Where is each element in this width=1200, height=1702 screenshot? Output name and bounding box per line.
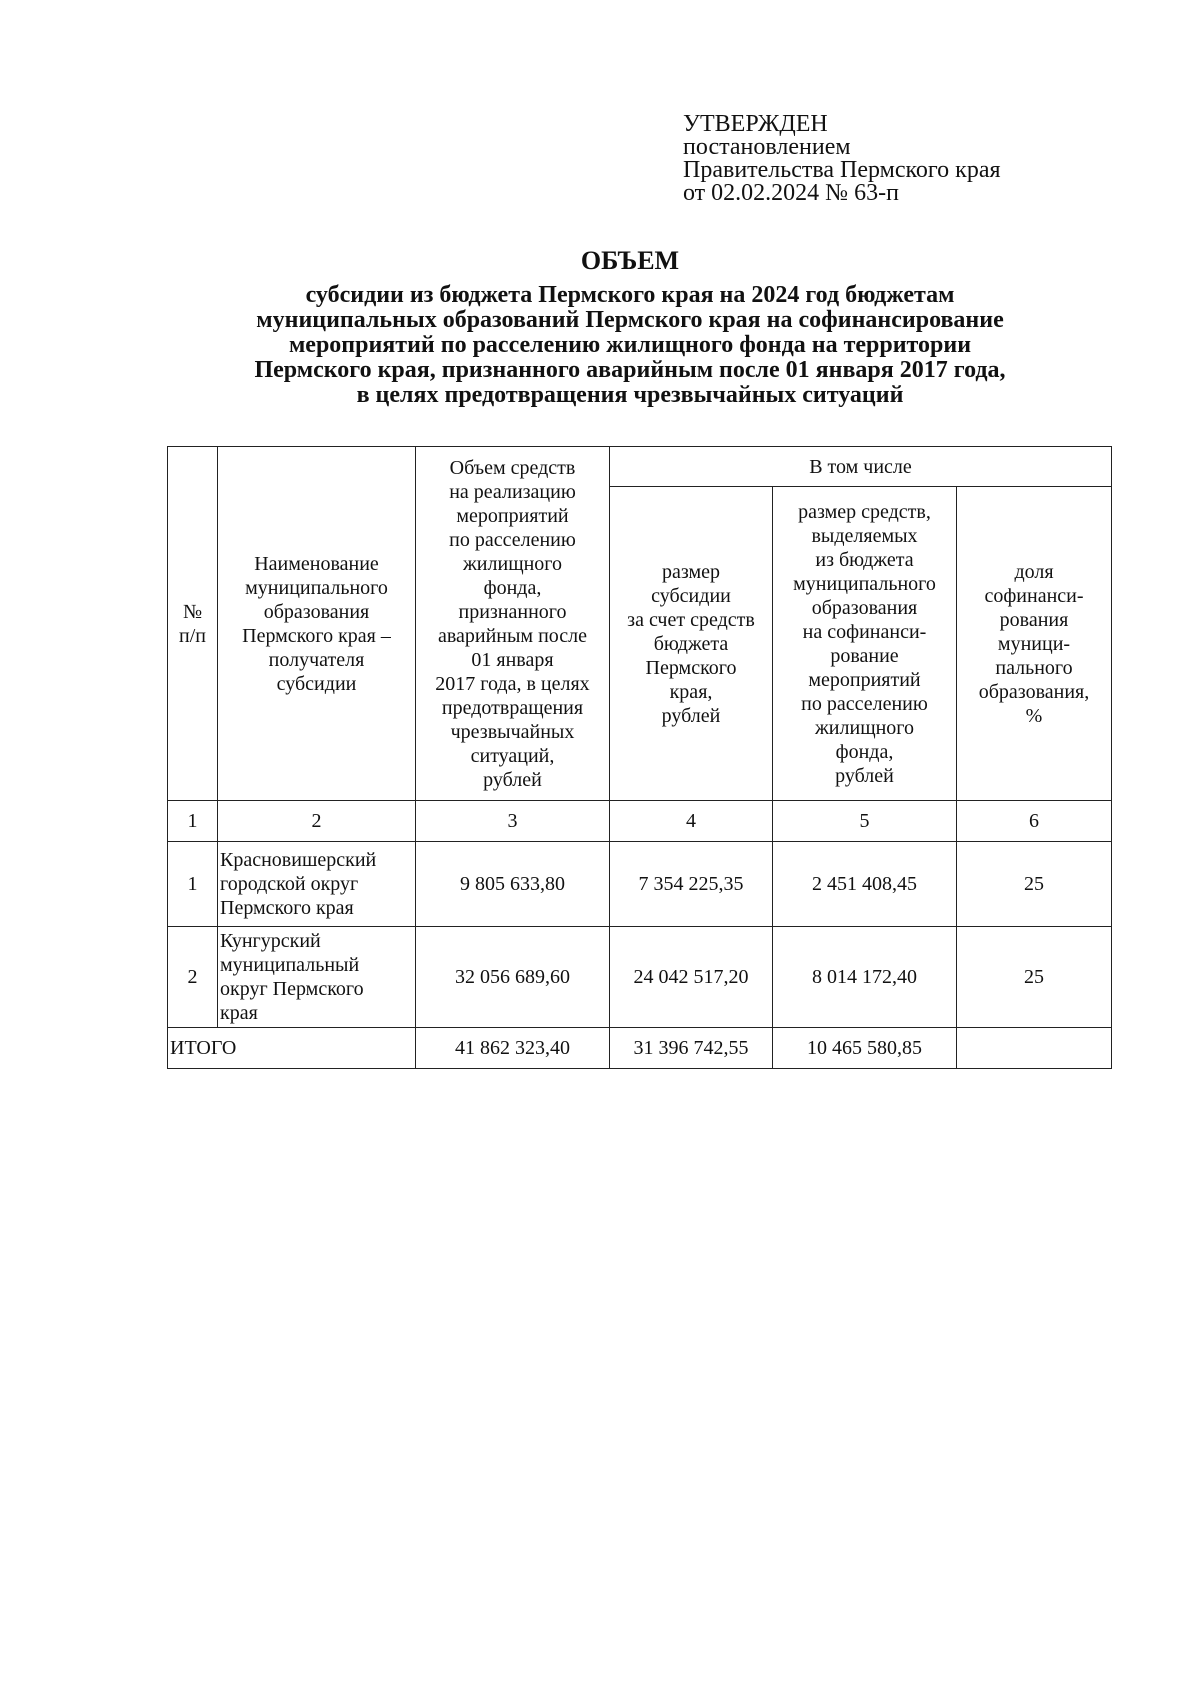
- row-municipality: Красновишерский городской округ Пермского края: [218, 842, 416, 927]
- header-num: № п/п: [168, 447, 218, 801]
- header-municipal: размер средств, выделяемых из бюджета муниципального образования на софинанси- рование мероприятий по расселению жилищного фонда, рублей: [773, 487, 957, 801]
- column-number: 6: [957, 801, 1112, 842]
- totals-share: [957, 1028, 1112, 1069]
- row-num: 1: [168, 842, 218, 927]
- header-total: Объем средств на реализацию мероприятий по расселению жилищного фонда, признанного аварийным после 01 января 2017 года, в целях предотвращения чрезвычайных ситуаций, рублей: [416, 447, 610, 801]
- header-share: доля софинанси- рования муници- пального образования, %: [957, 487, 1112, 801]
- column-number: 1: [168, 801, 218, 842]
- approval-status: УТВЕРЖДЕН: [683, 111, 828, 137]
- subtitle-line: в целях предотвращения чрезвычайных ситуаций: [356, 382, 904, 408]
- subtitle-line: муниципальных образований Пермского края на софинансирование: [256, 307, 1004, 333]
- totals-label: ИТОГО: [168, 1028, 416, 1069]
- approval-block: [683, 113, 1001, 205]
- row-municipal: 2 451 408,45: [773, 842, 957, 927]
- column-number-row: [168, 801, 1112, 842]
- row-subsidy: 24 042 517,20: [610, 927, 773, 1028]
- totals-municipal: 10 465 580,85: [773, 1028, 957, 1069]
- row-municipality: Кунгурский муниципальный округ Пермского края: [218, 927, 416, 1028]
- row-share: 25: [957, 927, 1112, 1028]
- document-subtitle: [150, 283, 1110, 408]
- row-total: 9 805 633,80: [416, 842, 610, 927]
- column-number: 2: [218, 801, 416, 842]
- subsidy-table: [167, 446, 1112, 1069]
- row-subsidy: 7 354 225,35: [610, 842, 773, 927]
- row-share: 25: [957, 842, 1112, 927]
- header-name: Наименование муниципального образования Пермского края – получателя субсидии: [218, 447, 416, 801]
- table-row: [168, 927, 1112, 1028]
- row-total: 32 056 689,60: [416, 927, 610, 1028]
- approval-authority: Правительства Пермского края: [683, 157, 1001, 183]
- approval-date-number: от 02.02.2024 № 63-п: [683, 180, 899, 206]
- column-number: 5: [773, 801, 957, 842]
- column-number: 4: [610, 801, 773, 842]
- table-row: [168, 842, 1112, 927]
- header-subsidy: размер субсидии за счет средств бюджета Пермского края, рублей: [610, 487, 773, 801]
- totals-row: [168, 1028, 1112, 1069]
- row-num: 2: [168, 927, 218, 1028]
- subtitle-line: субсидии из бюджета Пермского края на 2024 год бюджетам: [305, 282, 955, 308]
- document-title: ОБЪЕМ: [580, 246, 680, 275]
- approval-basis: постановлением: [683, 134, 851, 160]
- subtitle-line: мероприятий по расселению жилищного фонда на территории: [288, 332, 972, 358]
- row-municipal: 8 014 172,40: [773, 927, 957, 1028]
- subtitle-line: Пермского края, признанного аварийным после 01 января 2017 года,: [254, 357, 1006, 383]
- column-number: 3: [416, 801, 610, 842]
- header-including: В том числе: [610, 447, 1112, 487]
- totals-total: 41 862 323,40: [416, 1028, 610, 1069]
- header-row: [168, 447, 1112, 487]
- totals-subsidy: 31 396 742,55: [610, 1028, 773, 1069]
